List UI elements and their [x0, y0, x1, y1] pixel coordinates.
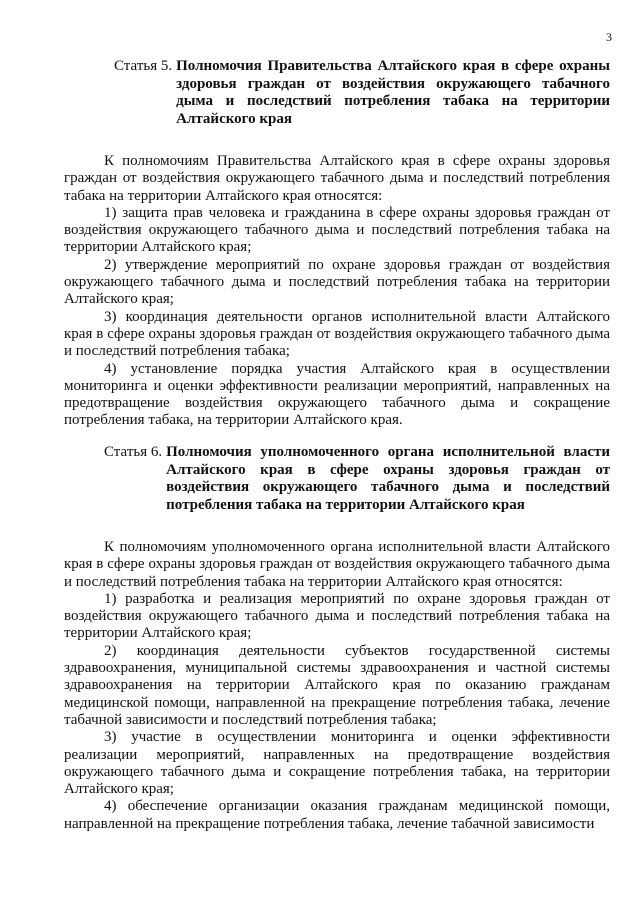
- article-5-item-2: 2) утверждение мероприятий по охране здоровья граждан от воздействия окружающего табачного дыма и последствий потребления табака на территории Алтайского края;: [64, 256, 610, 308]
- article-5-label: Статья 5.: [114, 58, 173, 74]
- article-5-intro: К полномочиям Правительства Алтайского края в сфере охраны здоровья граждан от воздействия окружающего табачного дыма и последствий потребления табака на территории Алтайского края относятся:: [64, 153, 610, 204]
- article-6-item-3: 3) участие в осуществлении мониторинга и оценки эффективности реализации мероприятий, направленных на предотвращение воздействия окружающего табачного дыма и сокращение потребления табака, на территории Алтайского края;: [64, 729, 610, 798]
- article-6-title: Полномочия уполномоченного органа исполнительной власти Алтайского края в сфере охраны здоровья граждан от воздействия окружающего табачного дыма и последствий потребления табака на территории Алтайского края: [166, 444, 610, 513]
- article-6-heading: [64, 444, 610, 514]
- article-5-item-4: 4) установление порядка участия Алтайского края в осуществлении мониторинга и оценки эффективности реализации мероприятий, направленных на предотвращение воздействия окружающего табачного дыма и сокращение потребления табака, на территории Алтайского края.: [64, 360, 610, 429]
- article-5: [64, 58, 610, 430]
- article-5-heading: [64, 58, 610, 128]
- article-6-intro: К полномочиям уполномоченного органа исполнительной власти Алтайского края в сфере охраны здоровья граждан от воздействия окружающего табачного дыма и последствий потребления табака на территории Алтайского края относятся:: [64, 539, 610, 590]
- article-6-item-1: 1) разработка и реализация мероприятий по охране здоровья граждан от воздействия окружающего табачного дыма и последствий потребления табака на территории Алтайского края;: [64, 590, 610, 642]
- article-6-body: [64, 539, 610, 833]
- article-6-item-4: 4) обеспечение организации оказания гражданам медицинской помощи, направленной на прекращение потребления табака, лечение табачной зависимости: [64, 798, 610, 832]
- article-6-item-2: 2) координация деятельности субъектов государственной системы здравоохранения, муниципальной системы здравоохранения и частной системы здравоохранения на территории Алтайского края по оказанию гражданам медицинской помощи, направленной на прекращение потребления табака, лечение табачной зависимости и последствий потребления табака;: [64, 642, 610, 728]
- article-5-title: Полномочия Правительства Алтайского края в сфере охраны здоровья граждан от воздействия окружающего табачного дыма и последствий потребления табака на территории Алтайского края: [176, 58, 610, 127]
- article-5-item-3: 3) координация деятельности органов исполнительной власти Алтайского края в сфере охраны здоровья граждан от воздействия окружающего табачного дыма и последствий потребления табака;: [64, 308, 610, 360]
- page-number: 3: [606, 30, 612, 44]
- article-5-item-1: 1) защита прав человека и гражданина в сфере охраны здоровья граждан от воздействия окружающего табачного дыма и последствий потребления табака на территории Алтайского края;: [64, 204, 610, 256]
- article-6: [64, 444, 610, 833]
- article-5-body: [64, 153, 610, 430]
- article-6-label: Статья 6.: [104, 444, 163, 460]
